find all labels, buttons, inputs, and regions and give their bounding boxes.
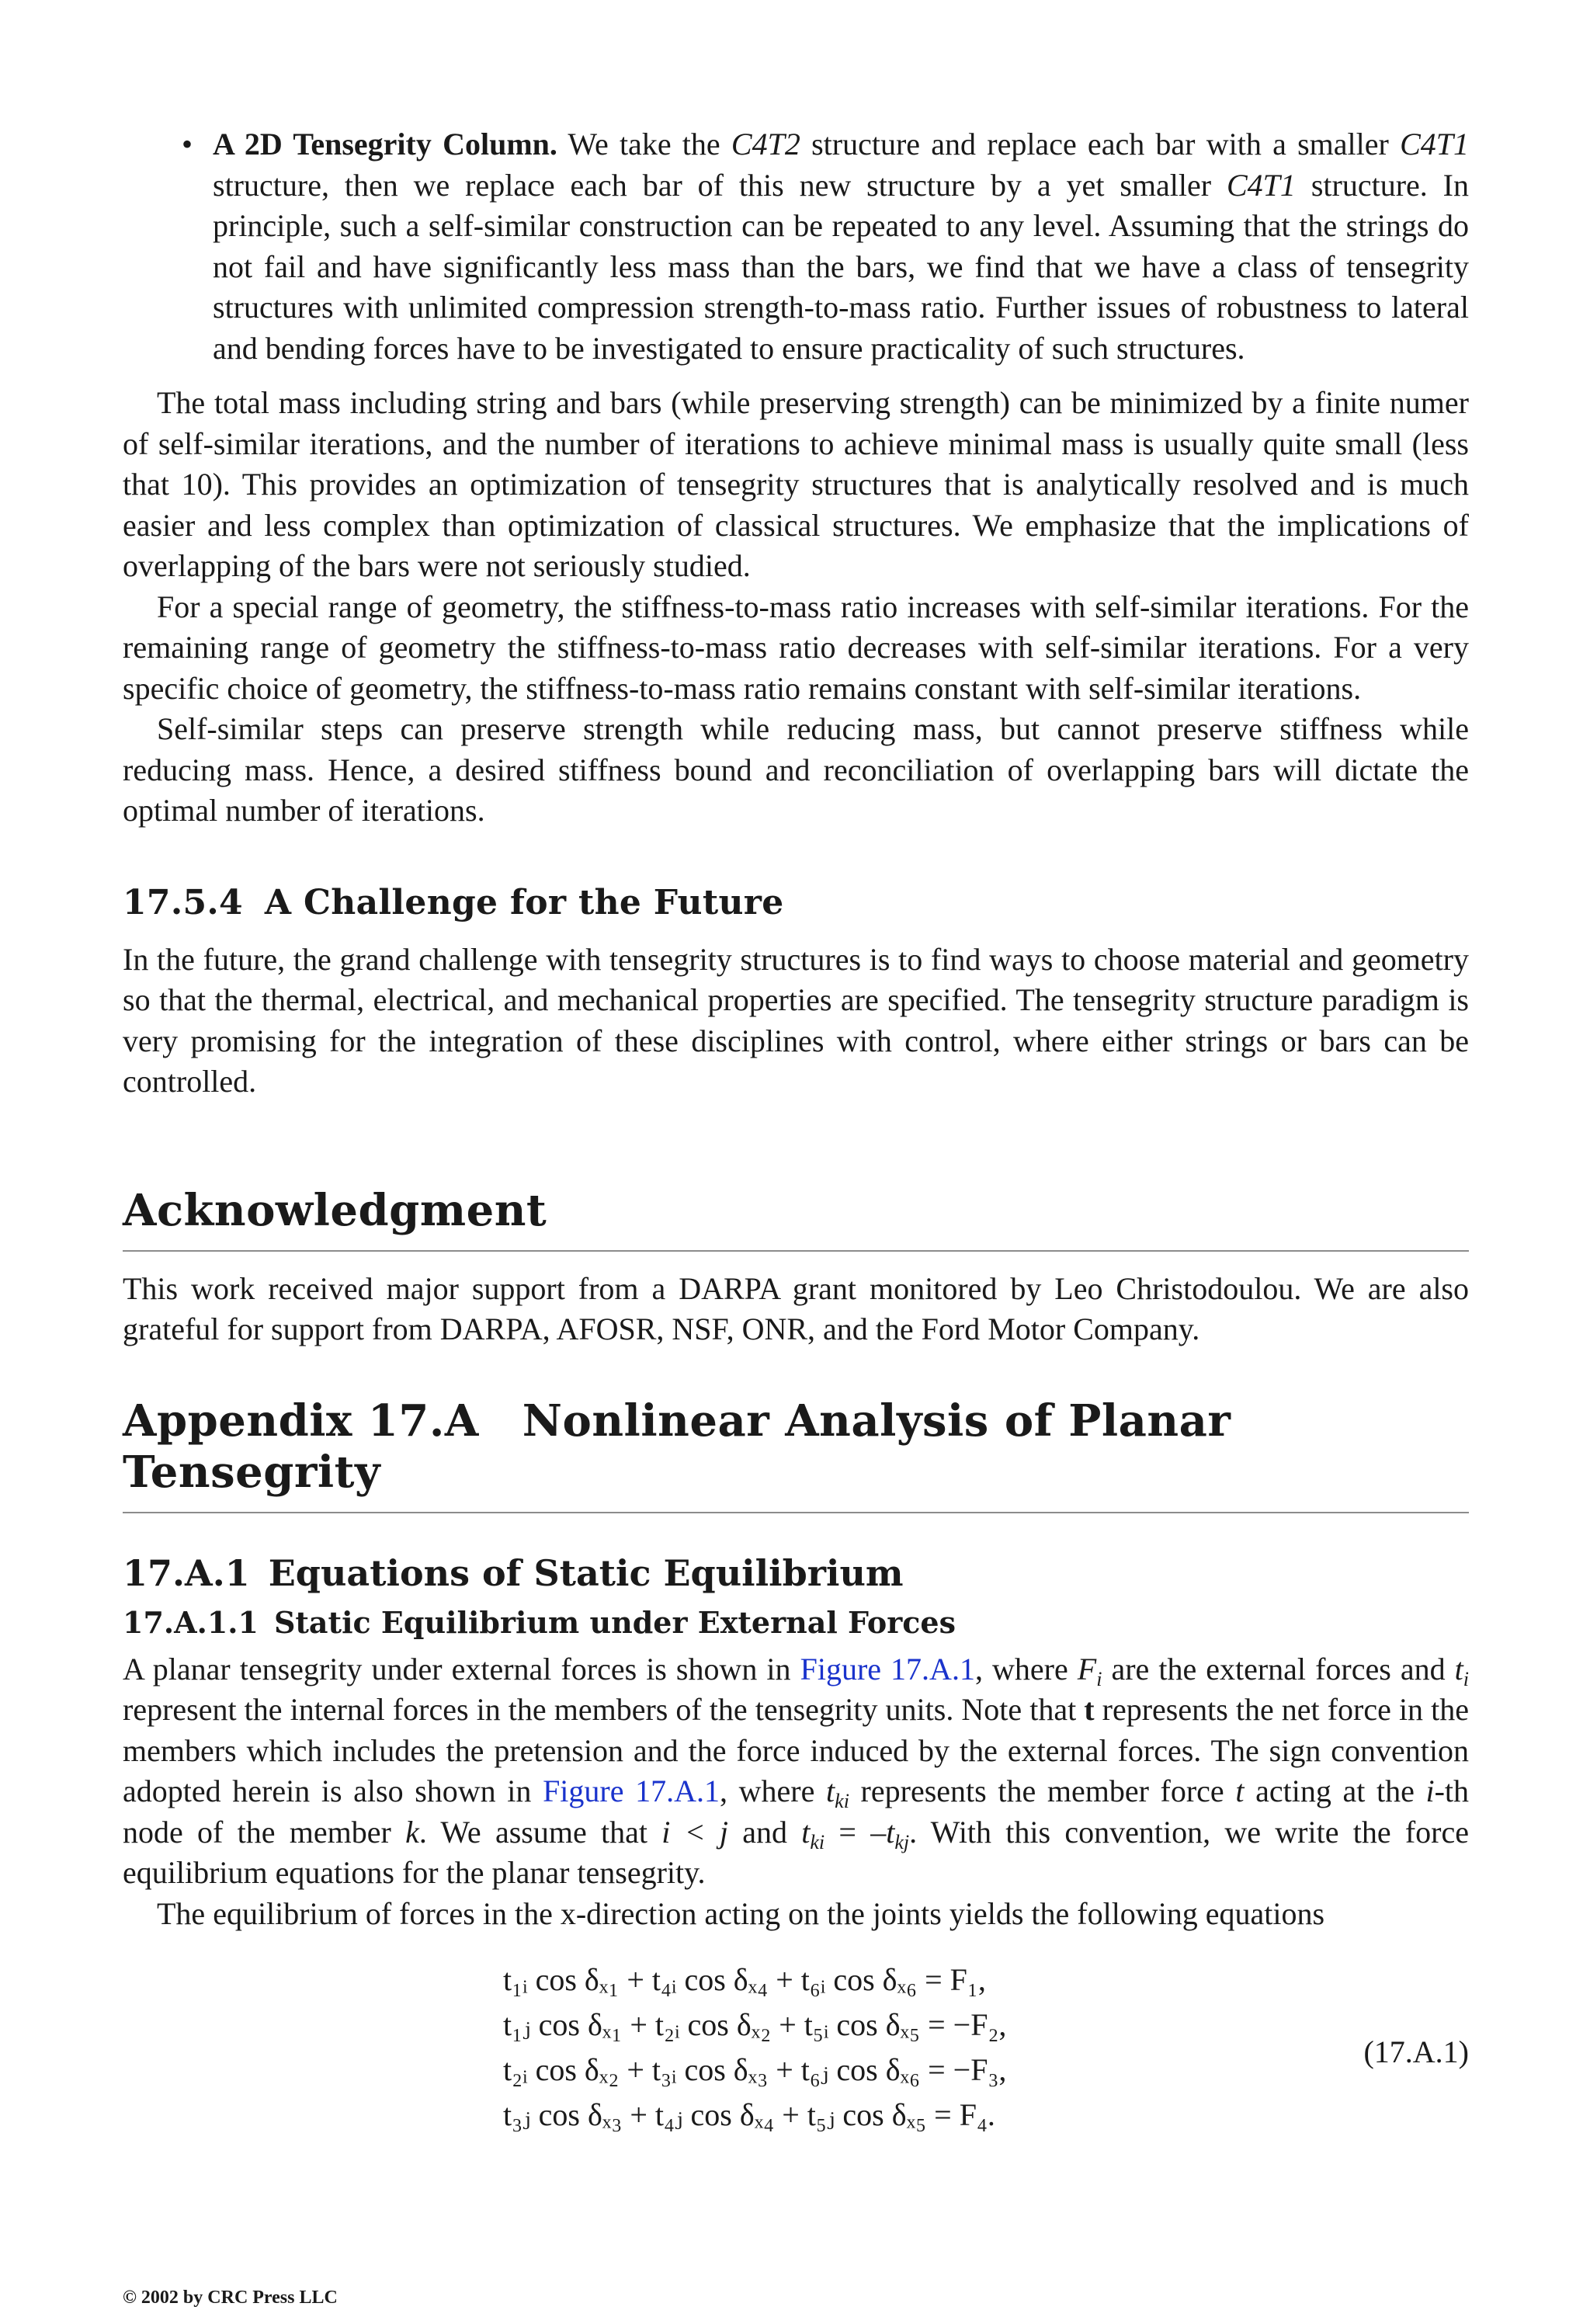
symbol-t-bold: t <box>1084 1692 1095 1727</box>
text-run: . We assume that <box>418 1814 662 1850</box>
paragraph-x-direction: The equilibrium of forces in the x-direction acting on the joints yields the following equations <box>157 1895 1325 1931</box>
text-run: . With this convention, we write the force equilibrium equations for the planar tensegrity. <box>123 1814 1470 1890</box>
subsubsection-title: Static Equilibrium under External Forces <box>273 1604 956 1640</box>
paragraph-total-mass: The total mass including string and bars (while preserving strength) can be minimized by a finite numer of self-similar iterations, and the number of iterations to achieve minimal mass is usually quite small (less that 10). This provides an optimization of tensegrity structures that is analytically resolved and is much easier and less complex than optimization of classical structures. We emphasize that the implications of overlapping of the bars were not seriously studied. <box>123 385 1469 583</box>
subscript: ki <box>810 1830 825 1853</box>
bullet-title: A 2D Tensegrity Column. <box>213 127 557 162</box>
structure-c4t1: C4T1 <box>1400 127 1469 162</box>
equation-lines <box>503 1958 1006 2138</box>
paragraph-planar-tensegrity <box>123 1649 1469 1894</box>
subscript: kj <box>894 1830 910 1853</box>
acknowledgment-heading: Acknowledgment <box>123 1185 1469 1252</box>
paragraph-challenge: In the future, the grand challenge with tensegrity structures is to find ways to choose material and geometry so that the thermal, electrical, and mechanical properties are specified. The tensegrity structure paradigm is very promising for the integration of these disciplines with control, where either strings or bars can be controlled. <box>123 941 1469 1099</box>
structure-c4t1: C4T1 <box>1226 167 1296 203</box>
subsection-title: Equations of Static Equilibrium <box>268 1551 904 1594</box>
symbol-k: k <box>405 1814 419 1850</box>
text-run: represent the internal forces in the members of the tensegrity units. Note that <box>123 1692 1085 1727</box>
equation-block-17-a-1 <box>123 1958 1469 2159</box>
symbol-t: t <box>801 1814 811 1850</box>
symbol-t: t <box>886 1814 895 1850</box>
equation-line: t₁ⱼ cos δₓ₁ + t₂ᵢ cos δₓ₂ + t₅ᵢ cos δₓ₅ = −F₂, <box>503 2007 1007 2042</box>
section-heading-17-5-4 <box>123 883 1469 922</box>
section-number: 17.5.4 <box>123 882 243 922</box>
text-run: A planar tensegrity under external forces is shown in <box>123 1651 800 1687</box>
condition-i-lt-j: i < j <box>661 1814 728 1850</box>
subsubsection-heading-17-a-1-1 <box>123 1605 1469 1640</box>
text-run: represents the member force <box>849 1773 1236 1808</box>
text-run: are the external forces and <box>1102 1651 1455 1687</box>
text-run: acting at the <box>1244 1773 1426 1808</box>
copyright-footer: © 2002 by CRC Press LLC <box>123 2288 338 2308</box>
subscript: ki <box>835 1790 849 1812</box>
equation-line: t₃ⱼ cos δₓ₃ + t₄ⱼ cos δₓ₄ + t₅ⱼ cos δₓ₅ = F₄. <box>503 2097 995 2132</box>
subsection-number: 17.A.1 <box>123 1551 250 1594</box>
bullet-text: structure and replace each bar with a smaller <box>800 127 1401 162</box>
appendix-number: Appendix 17.A <box>123 1395 479 1447</box>
bullet-text: We take the <box>557 127 731 162</box>
section-title: A Challenge for the Future <box>264 882 784 922</box>
text-run: = – <box>825 1814 887 1850</box>
figure-link[interactable]: Figure 17.A.1 <box>800 1651 975 1687</box>
text-run: represents the net force in the members which includes the pretension and the force induced by the external forces. The sign convention adopted herein is also shown in <box>123 1692 1469 1808</box>
symbol-t: t <box>1454 1651 1463 1687</box>
appendix-heading <box>123 1395 1469 1513</box>
appendix-title: Nonlinear Analysis of Planar Tensegrity <box>123 1395 1231 1498</box>
bullet-item-2d-column <box>213 124 1469 369</box>
subscript: i <box>1096 1667 1102 1690</box>
bullet-text: structure, then we replace each bar of this new structure by a yet smaller <box>213 167 1227 203</box>
acknowledgment-text: This work received major support from a DARPA grant monitored by Leo Christodoulou. We are also grateful for support from DARPA, AFOSR, NSF, ONR, and the Ford Motor Company. <box>123 1270 1469 1346</box>
subsection-heading-17-a-1 <box>123 1552 1469 1594</box>
text-run: -th node of the member <box>123 1773 1470 1850</box>
structure-c4t2: C4T2 <box>731 127 800 162</box>
bullet-text: structure. In principle, such a self-similar construction can be repeated to any level. Assuming that the strings do not fail and have significantly less mass than the bars, we find that we have a class of tensegrity structures with unlimited compression strength-to-mass ratio. Further issues of robustness to lateral and bending forces have to be investigated to ensure practicality of such structures. <box>213 167 1469 366</box>
bullet-list <box>123 124 1469 369</box>
figure-link[interactable]: Figure 17.A.1 <box>543 1773 720 1808</box>
symbol-F: F <box>1077 1651 1097 1687</box>
text-run: and <box>727 1814 802 1850</box>
text-run: , where <box>720 1773 827 1808</box>
subscript: i <box>1463 1667 1469 1690</box>
symbol-t: t <box>1235 1773 1245 1808</box>
equation-line: t₂ᵢ cos δₓ₂ + t₃ᵢ cos δₓ₃ + t₆ⱼ cos δₓ₆ = −F₃, <box>503 2052 1007 2087</box>
symbol-i: i <box>1425 1773 1435 1808</box>
page-content <box>123 124 1469 2159</box>
subsubsection-number: 17.A.1.1 <box>123 1604 259 1640</box>
symbol-t: t <box>826 1773 835 1808</box>
paragraph-self-similar: Self-similar steps can preserve strength while reducing mass, but cannot preserve stiffness while reducing mass. Hence, a desired stiffness bound and reconciliation of overlapping bars will dictate the optimal number of iterations. <box>123 711 1469 828</box>
text-run: , where <box>974 1651 1078 1687</box>
equation-number: (17.A.1) <box>1363 2034 1469 2069</box>
paragraph-stiffness: For a special range of geometry, the stiffness-to-mass ratio increases with self-similar iterations. For the remaining range of geometry the stiffness-to-mass ratio decreases with self-similar iterations. For a very specific choice of geometry, the stiffness-to-mass ratio remains constant with self-similar iterations. <box>123 589 1469 706</box>
equation-line: t₁ᵢ cos δₓ₁ + t₄ᵢ cos δₓ₄ + t₆ᵢ cos δₓ₆ = F₁, <box>503 1962 986 1997</box>
